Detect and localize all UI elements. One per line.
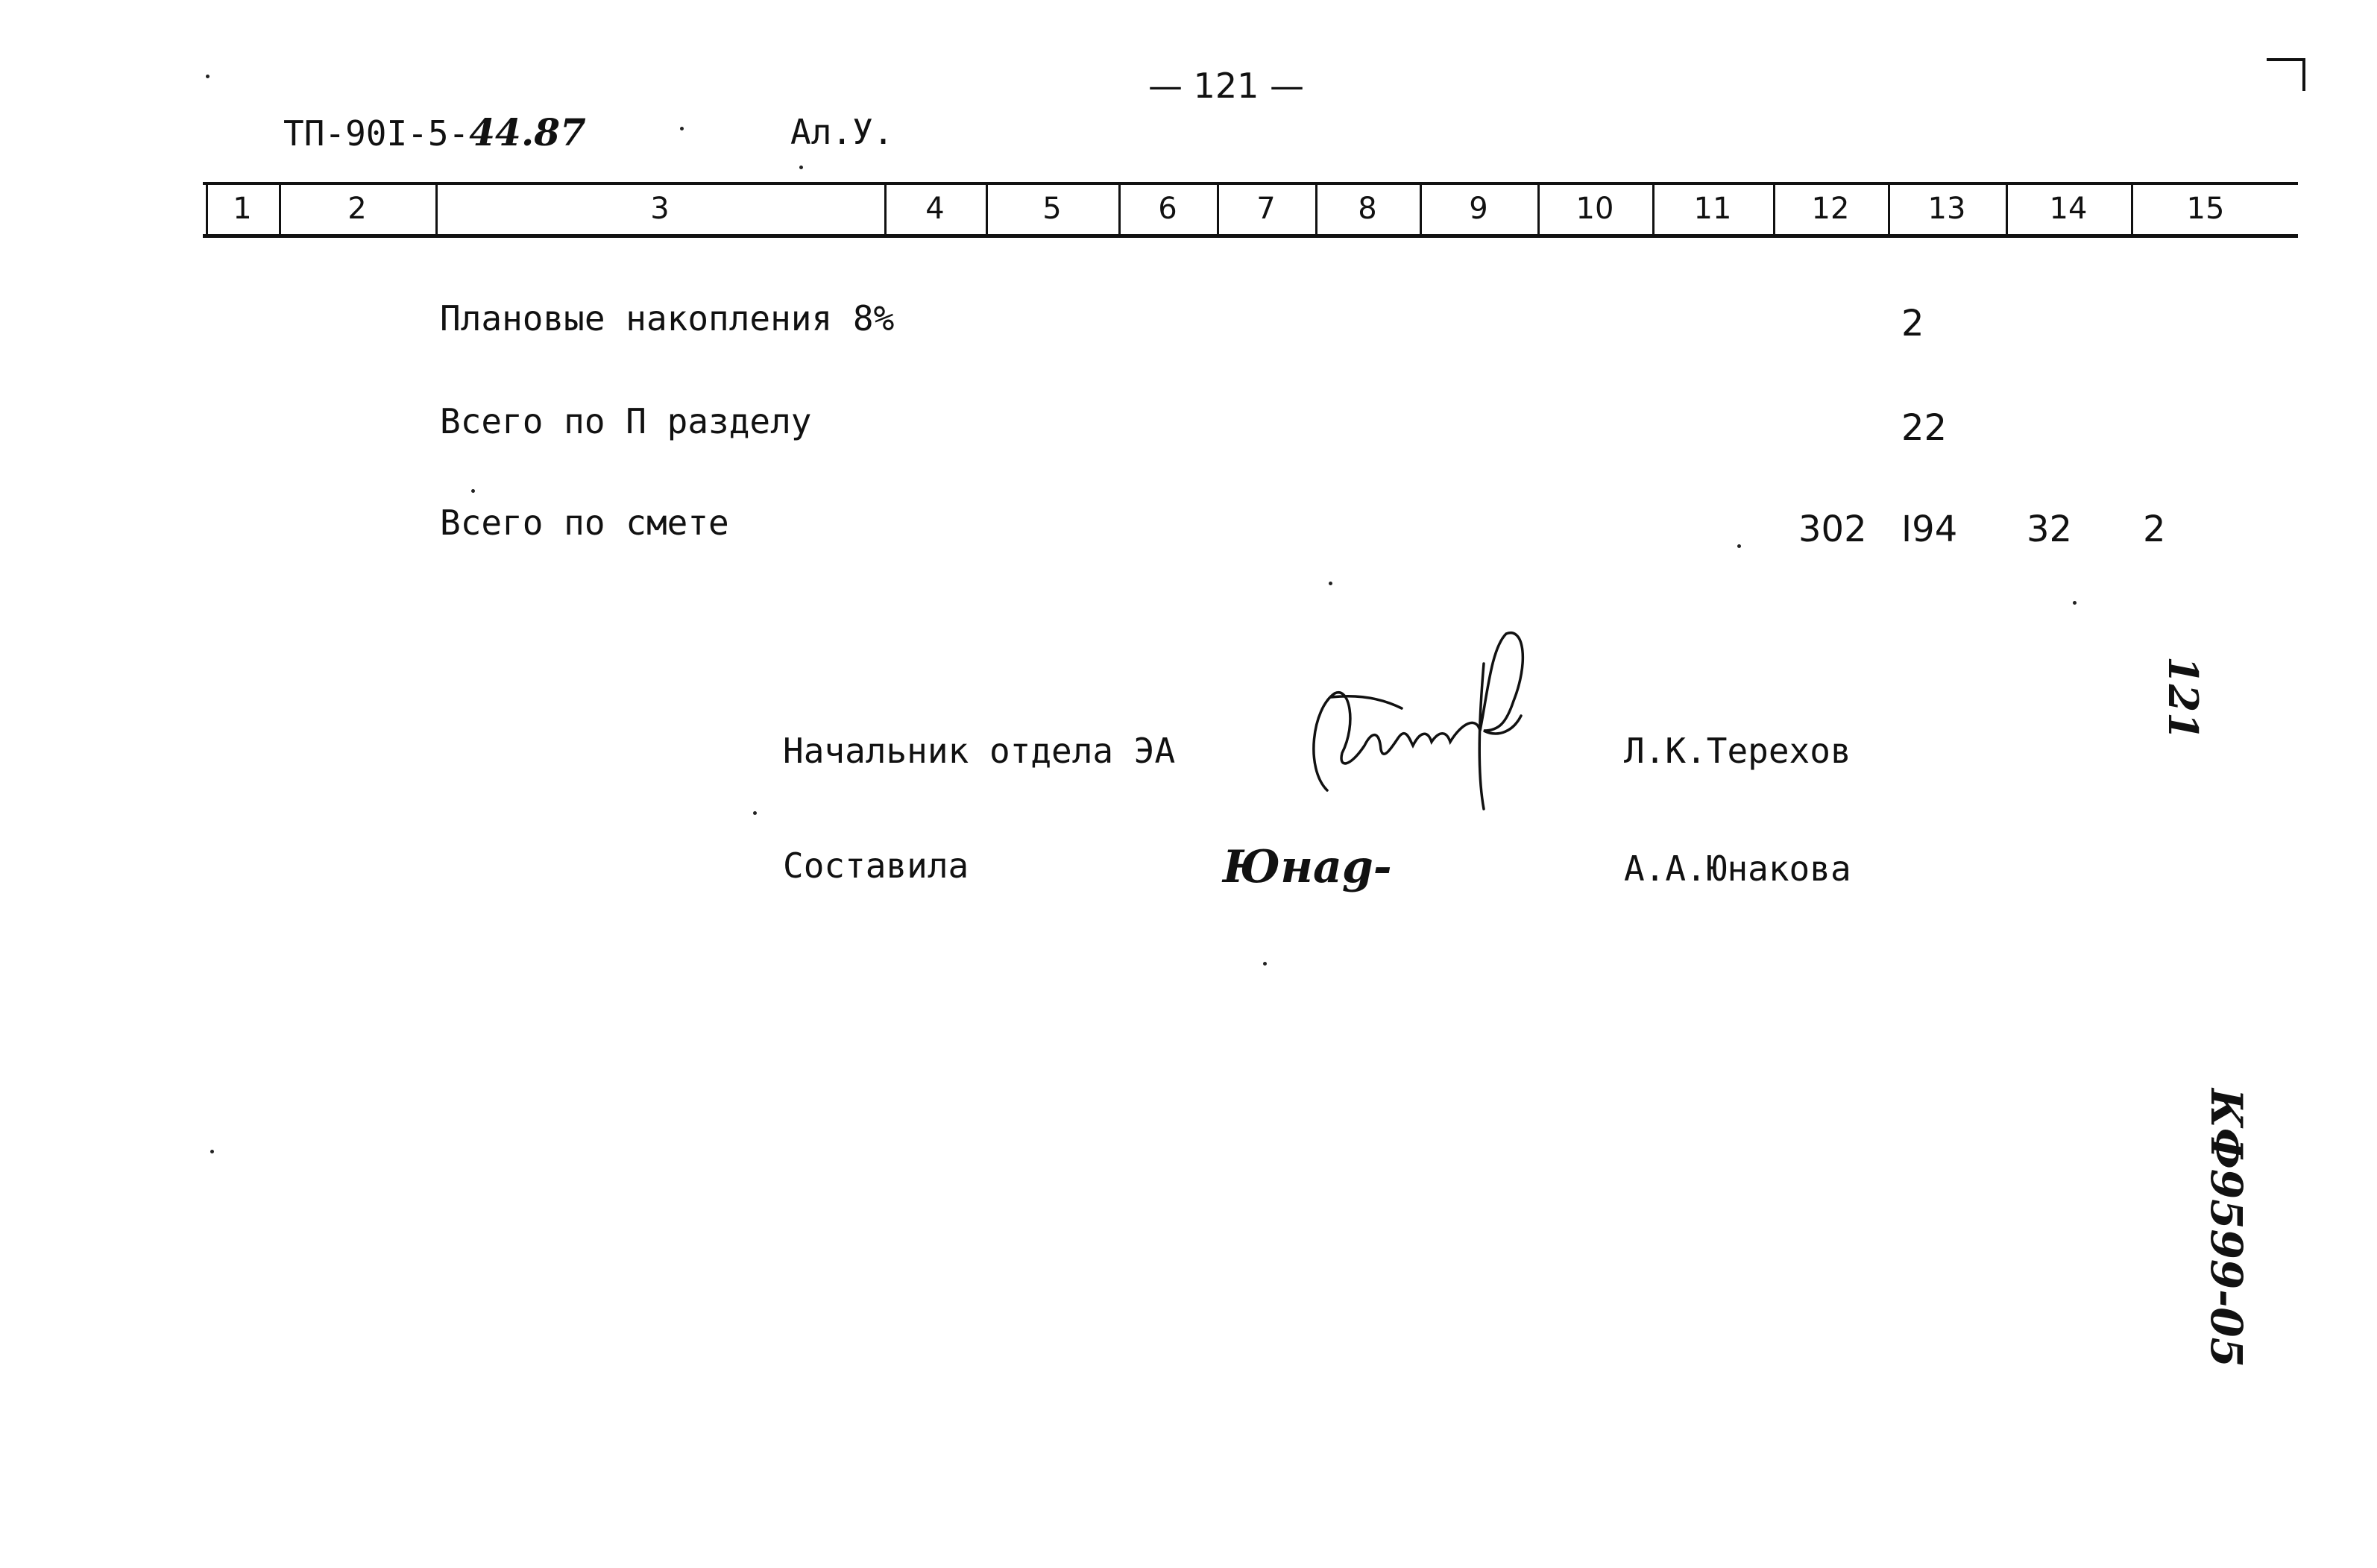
corner-mark-horizontal xyxy=(2267,58,2305,61)
corner-mark-vertical xyxy=(2302,58,2305,91)
col-header-5: 5 xyxy=(1042,192,1062,226)
col-header-15: 15 xyxy=(2186,192,2225,226)
scan-speck xyxy=(210,1150,214,1153)
col-header-2: 2 xyxy=(347,192,367,226)
col-header-6: 6 xyxy=(1158,192,1177,226)
scan-speck xyxy=(753,811,757,815)
row-value-col13: I94 xyxy=(1901,509,1958,550)
scan-speck xyxy=(1329,582,1332,585)
scan-speck xyxy=(471,489,475,493)
row-label: Всего по смете xyxy=(440,503,729,543)
row-value-col13: 2 xyxy=(1901,303,1924,344)
col-header-8: 8 xyxy=(1358,192,1377,226)
table-header-bottom-rule xyxy=(203,234,2298,238)
col-header-12: 12 xyxy=(1811,192,1850,226)
row-label: Всего по П разделу xyxy=(440,401,812,441)
doc-code-printed: ТП-90I-5- xyxy=(283,113,470,154)
scan-speck xyxy=(1263,962,1267,966)
handwritten-signature-terekhov xyxy=(1297,619,1543,820)
margin-archive-code: КФ9599-05 xyxy=(2201,1089,2252,1367)
doc-code xyxy=(283,110,586,154)
handwritten-signature-yunakova: Юнаg- xyxy=(1223,841,1392,893)
scan-speck xyxy=(799,166,803,169)
signature-name: Л.К.Терехов xyxy=(1624,731,1851,771)
col-header-9: 9 xyxy=(1469,192,1488,226)
row-value-col13: 22 xyxy=(1901,407,1948,449)
signature-name: А.А.Юнакова xyxy=(1624,848,1851,889)
col-header-7: 7 xyxy=(1256,192,1276,226)
col-header-4: 4 xyxy=(925,192,945,226)
table-header-top-rule xyxy=(203,182,2298,185)
page-number: — 121 — xyxy=(1148,66,1305,106)
col-header-10: 10 xyxy=(1575,192,1614,226)
col-header-3: 3 xyxy=(650,192,670,226)
margin-page-mark: 121 xyxy=(2159,656,2207,740)
scan-speck xyxy=(680,127,684,130)
col-header-13: 13 xyxy=(1927,192,1966,226)
scan-speck xyxy=(2073,601,2077,605)
col-header-1: 1 xyxy=(233,192,252,226)
col-header-14: 14 xyxy=(2049,192,2088,226)
row-label: Плановые накопления 8% xyxy=(440,298,895,339)
scan-speck xyxy=(1737,544,1741,548)
doc-code-handwritten: 44.87 xyxy=(469,110,586,154)
row-value-col14: 32 xyxy=(2027,509,2073,550)
row-value-col12: 302 xyxy=(1798,509,1867,550)
album-label: Ал.У. xyxy=(790,112,894,152)
scan-speck xyxy=(206,75,210,78)
signature-role: Составила xyxy=(783,846,969,886)
signature-role: Начальник отдела ЭА xyxy=(783,731,1176,771)
col-header-11: 11 xyxy=(1693,192,1732,226)
row-value-col15: 2 xyxy=(2143,509,2166,550)
